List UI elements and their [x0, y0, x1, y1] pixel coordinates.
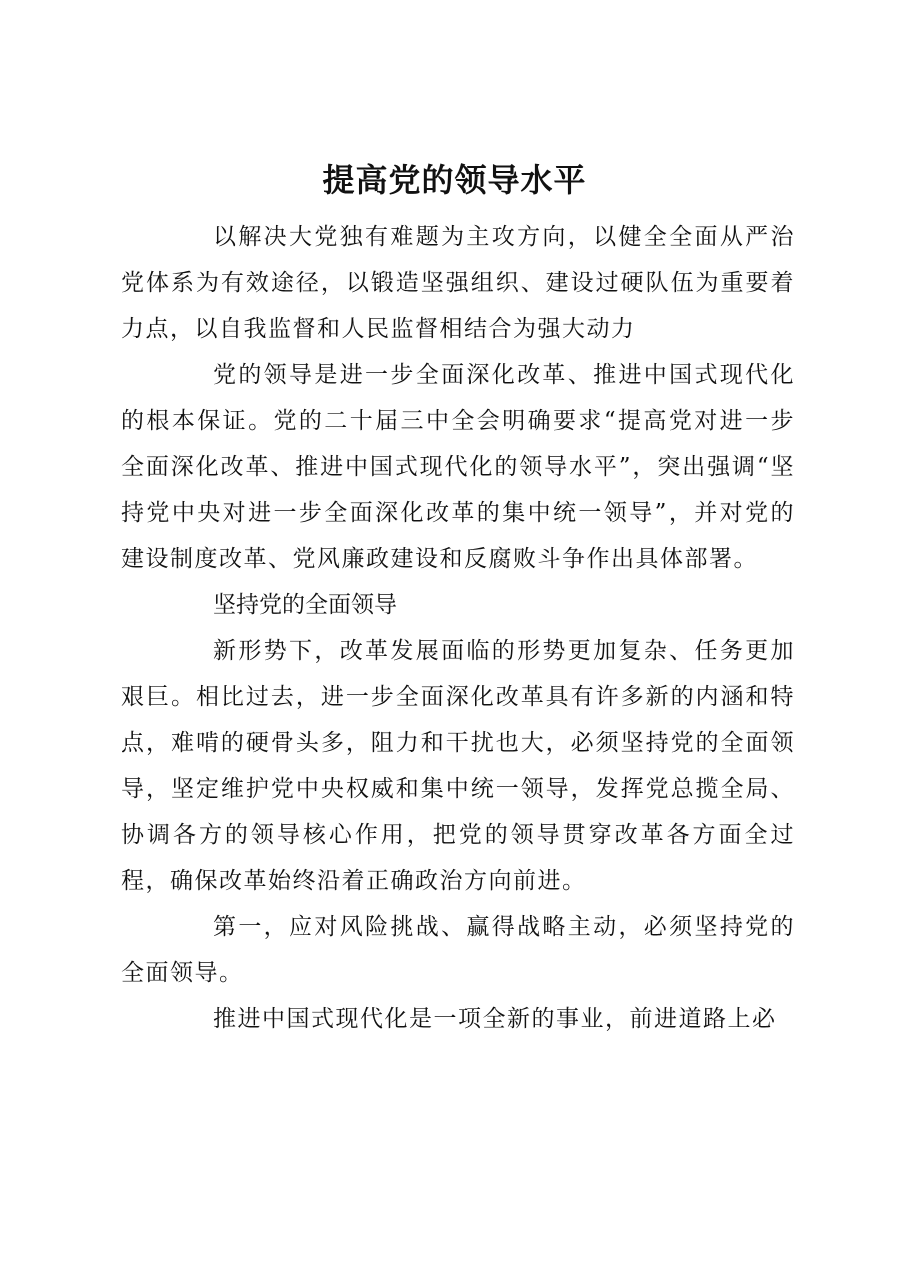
document-body [121, 214, 795, 1042]
paragraph-new-situation: 新形势下，改革发展面临的形势更加复杂、任务更加艰巨。相比过去，进一步全面深化改革具有许多新的内涵和特点，难啃的硬骨头多，阻力和干扰也大，必须坚持党的全面领导，坚定维护党中央权威和集中统一领导，发挥党总揽全局、协调各方的领导核心作用，把党的领导贯穿改革各方面全过程，确保改革始终沿着正确政治方向前进。 [121, 638, 795, 894]
paragraph-leadership-guarantee: 党的领导是进一步全面深化改革、推进中国式现代化的根本保证。党的二十届三中全会明确要求“提高党对进一步全面深化改革、推进中国式现代化的领导水平”，突出强调“坚持党中央对进一步全面深化改革的集中统一领导”，并对党的建设制度改革、党风廉政建设和反腐败斗争作出具体部署。 [121, 362, 795, 572]
document-title: 提高党的领导水平 [322, 161, 587, 199]
paragraph-intro: 以解决大党独有难题为主攻方向，以健全全面从严治党体系为有效途径，以锻造坚强组织、建设过硬队伍为重要着力点，以自我监督和人民监督相结合为强大动力 [121, 224, 795, 342]
paragraph-first-point: 第一，应对风险挑战、赢得战略主动，必须坚持党的全面领导。 [121, 914, 795, 986]
section-heading: 坚持党的全面领导 [213, 592, 397, 618]
paragraph-modernization: 推进中国式现代化是一项全新的事业，前进道路上必 [213, 1006, 777, 1032]
